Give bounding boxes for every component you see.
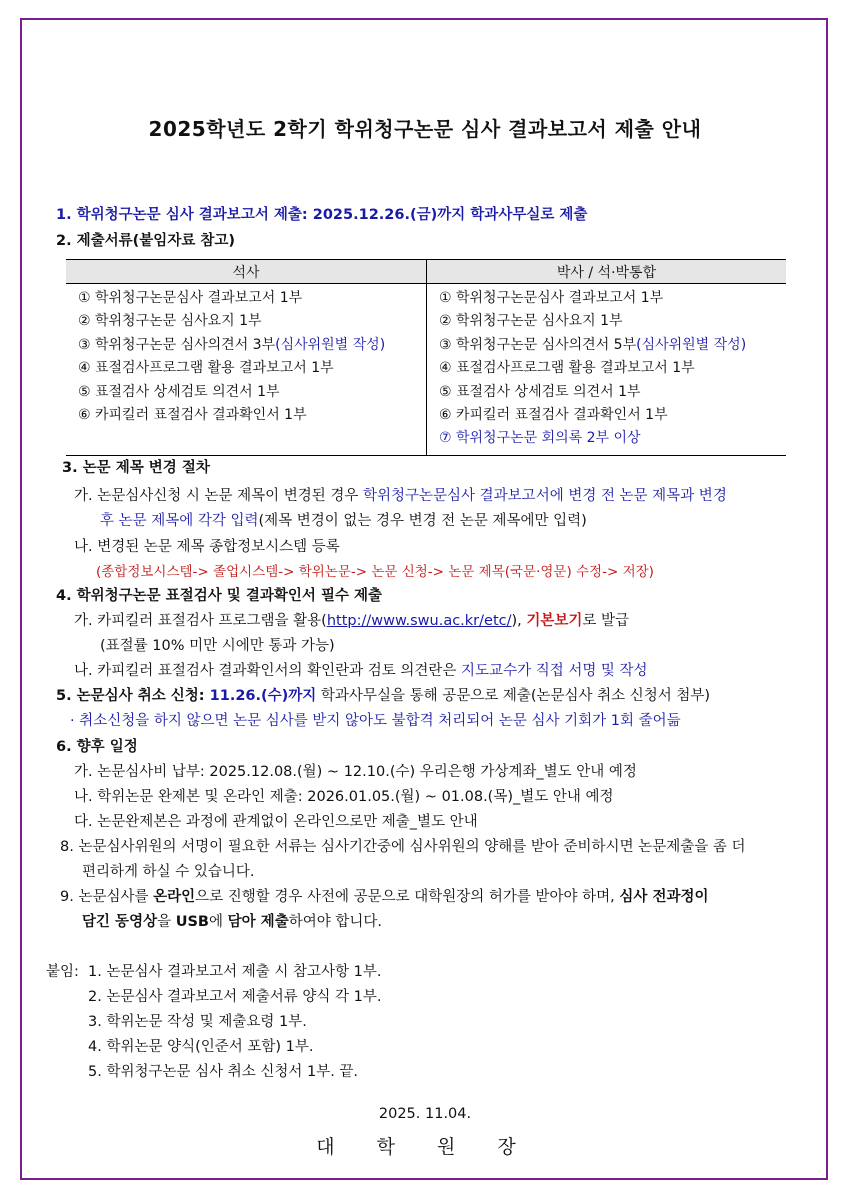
system-menu-path: (종합정보시스템-> 졸업시스템-> 학위논문-> 논문 신청-> 논문 제목(국문·영문) 수정-> 저장) <box>96 564 654 580</box>
section-3-item-ga-cont: 후 논문 제목에 각각 입력(제목 변경이 없는 경우 변경 전 논문 제목에만 입력) <box>100 513 587 529</box>
attachment-item: 5. 학위청구논문 심사 취소 신청서 1부. 끝. <box>88 1064 359 1080</box>
list-item: ⑤ 표절검사 상세검토 의견서 1부 <box>78 383 280 400</box>
attachment-item: 4. 학위논문 양식(인준서 포함) 1부. <box>88 1039 314 1055</box>
list-item: ② 학위청구논문 심사요지 1부 <box>439 313 623 330</box>
list-item: ② 학위청구논문 심사요지 1부 <box>78 313 262 330</box>
schedule-item-ga: 가. 논문심사비 납부: 2025.12.08.(월) ~ 12.10.(수) 우리은행 가상계좌_별도 안내 예정 <box>74 764 637 780</box>
section-9-line-1: 9. 논문심사를 온라인으로 진행할 경우 사전에 공문으로 대학원장의 허가를 받아야 하며, 심사 전과정이 <box>60 889 709 905</box>
section-3-item-na: 나. 변경된 논문 제목 종합정보시스템 등록 <box>74 539 340 555</box>
section-8-line-1: 8. 논문심사위원의 서명이 필요한 서류는 심사기간중에 심사위원의 양해를 받아 준비하시면 논문제출을 좀 더 <box>60 839 746 855</box>
section-5-cancellation: 5. 논문심사 취소 신청: 11.26.(수)까지 학과사무실을 통해 공문으로 제출(논문심사 취소 신청서 첨부) <box>56 688 711 704</box>
section-9-line-2: 담긴 동영상을 USB에 담아 제출하여야 합니다. <box>82 914 382 930</box>
header-doctor: 박사 / 석·박통합 <box>427 260 787 284</box>
list-item: ⑥ 카피킬러 표절검사 결과확인서 1부 <box>78 407 307 424</box>
attachment-item: 2. 논문심사 결과보고서 제출서류 양식 각 1부. <box>88 989 382 1005</box>
plagiarism-check-link[interactable]: http://www.swu.ac.kr/etc/ <box>326 613 512 629</box>
list-item: ④ 표절검사프로그램 활용 결과보고서 1부 <box>78 360 334 377</box>
section-4-item-ga: 가. 카피킬러 표절검사 프로그램을 활용(http://www.swu.ac.kr/etc/), 기본보기로 발급 <box>74 613 630 629</box>
list-item: ① 학위청구논문심사 결과보고서 1부 <box>439 290 664 306</box>
issue-date: 2025. 11.04. <box>378 1106 472 1122</box>
schedule-item-na: 나. 학위논문 완제본 및 온라인 제출: 2026.01.05.(월) ~ 01.08.(목)_별도 안내 예정 <box>74 789 614 805</box>
doctor-documents-cell <box>427 284 787 456</box>
schedule-item-da: 다. 논문완제본은 과정에 관계없이 온라인으로만 제출_별도 안내 <box>74 814 478 830</box>
section-6-heading: 6. 향후 일정 <box>56 739 138 755</box>
section-4-item-na: 나. 카피킬러 표절검사 결과확인서의 확인란과 검토 의견란은 지도교수가 직접 서명 및 작성 <box>74 663 648 679</box>
header-master: 석사 <box>66 260 427 284</box>
cancellation-warning: · 취소신청을 하지 않으면 논문 심사를 받지 않아도 불합격 처리되어 논문 심사 기회가 1회 줄어듦 <box>70 713 681 729</box>
master-documents-cell <box>66 284 427 456</box>
issuer-signature: 대 학 원 장 <box>316 1136 534 1158</box>
attachment-item: 3. 학위논문 작성 및 제출요령 1부. <box>88 1014 307 1030</box>
section-4-heading: 4. 학위청구논문 표절검사 및 결과확인서 필수 제출 <box>56 588 383 604</box>
list-item: ④ 표절검사프로그램 활용 결과보고서 1부 <box>439 360 695 377</box>
attachment-item: 1. 논문심사 결과보고서 제출 시 참고사항 1부. <box>88 964 382 980</box>
attachments-label: 붙임: <box>46 964 79 980</box>
document-title: 2025학년도 2학기 학위청구논문 심사 결과보고서 제출 안내 <box>148 117 702 141</box>
list-item: ⑥ 카피킬러 표절검사 결과확인서 1부 <box>439 407 668 424</box>
list-item: ③ 학위청구논문 심사의견서 3부(심사위원별 작성) <box>78 336 386 353</box>
list-item: ⑤ 표절검사 상세검토 의견서 1부 <box>439 383 641 400</box>
list-item: ⑦ 학위청구논문 회의록 2부 이상 <box>439 430 641 447</box>
list-item: ① 학위청구논문심사 결과보고서 1부 <box>78 290 303 306</box>
section-8-line-2: 편리하게 하실 수 있습니다. <box>82 864 255 880</box>
list-item: ③ 학위청구논문 심사의견서 5부(심사위원별 작성) <box>439 336 747 353</box>
plagiarism-threshold-note: (표절률 10% 미만 시에만 통과 가능) <box>100 638 335 654</box>
section-3-heading: 3. 논문 제목 변경 절차 <box>62 460 210 476</box>
section-2-heading: 2. 제출서류(붙임자료 참고) <box>56 233 236 249</box>
section-3-item-ga: 가. 논문심사신청 시 논문 제목이 변경된 경우 학위청구논문심사 결과보고서에 변경 전 논문 제목과 변경 <box>74 488 727 504</box>
required-documents-table <box>66 259 786 456</box>
section-1-submission: 1. 학위청구논문 심사 결과보고서 제출: 2025.12.26.(금)까지 학과사무실로 제출 <box>56 207 588 223</box>
